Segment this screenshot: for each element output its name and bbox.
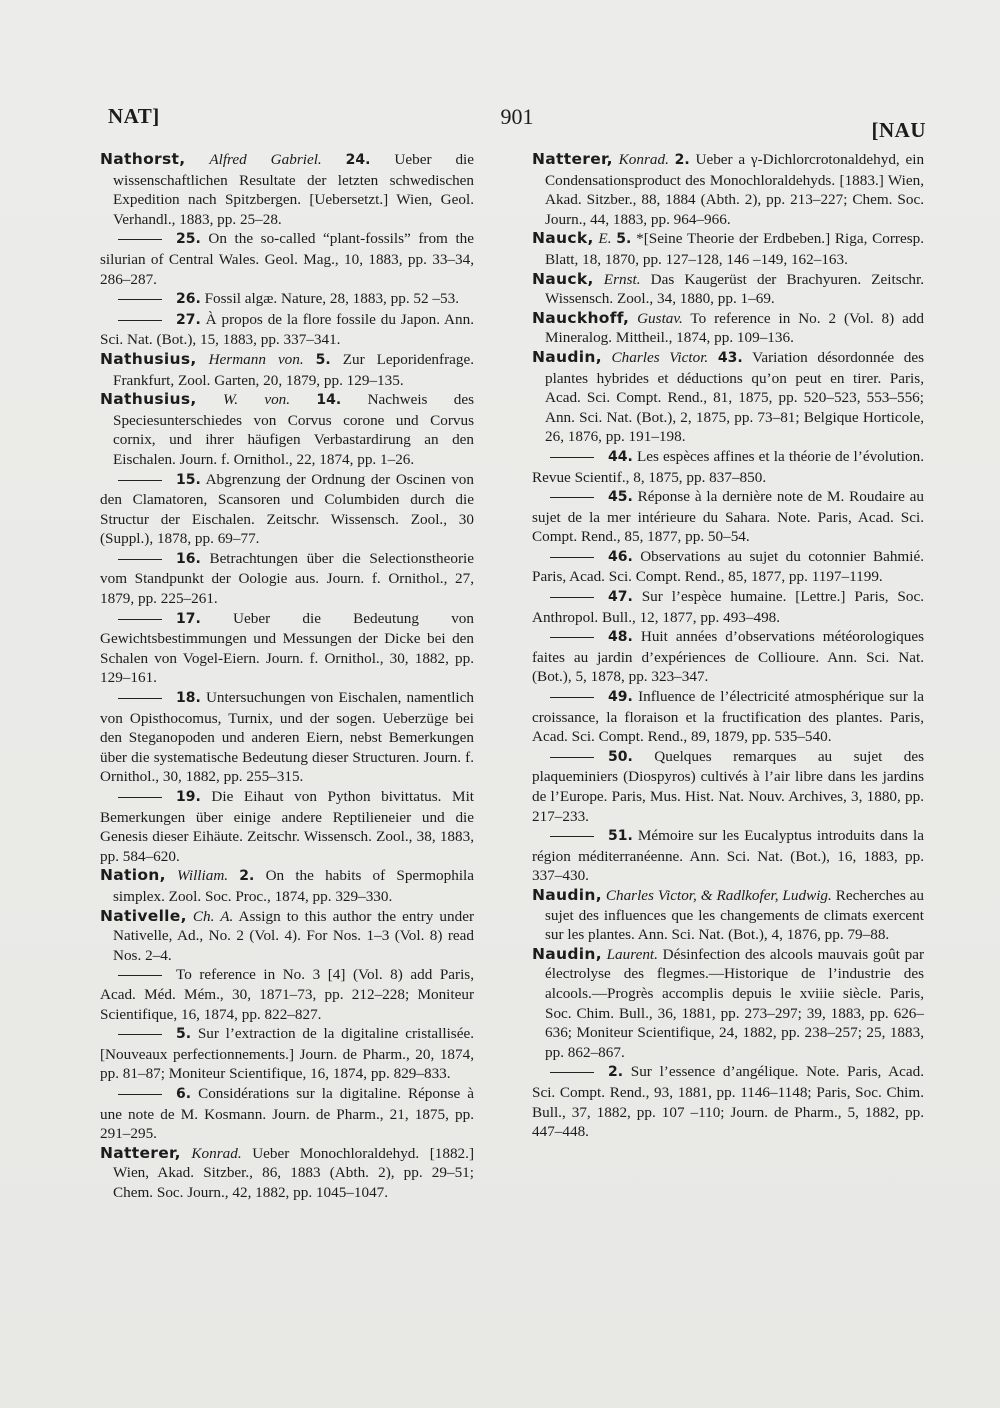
ditto-rule [550,637,594,638]
entry-text: Ueber die wissenschaftlichen Resultate der letzten schwedischen Expedition nach Spitzbergen. [Uebersetzt.] Wien, Geol. Verhandl., 1883, pp. 25–28. [113,151,474,228]
ditto-rule [550,697,594,698]
entry-text: Untersuchungen von Eischalen, namentlich von Opisthocomus, Turnix, und der sogen. Ueberzüge bei den Steganopoden und anderen Eiern, nebst Bemerkungen über die systematische Bedeutung dieser Structuren. Journ. f. Ornithol., 30, 1882, pp. 255–315. [100,689,474,786]
entry-text: Sur l’extraction de la digitaline cristallisée. [Nouveaux perfectionnements.] Journ. de Pharm., 20, 1874, pp. 81–87; Moniteur Scientifique, 16, 1874, pp. 829–833. [100,1025,474,1083]
entry-number: 2. [674,152,690,168]
bibliography-entry [532,309,924,348]
entry-text: Réponse à la dernière note de M. Roudaire au sujet de la mer intérieure du Sahara. Note. Paris, Acad. Sci. Compt. Rend., 85, 1877, pp. 50–54. [532,488,925,546]
ditto-rule [118,559,162,560]
ditto-rule [118,480,162,481]
bibliography-entry [532,747,924,826]
entry-number: 44. [608,448,633,465]
page-header [108,104,926,144]
author-given-name: Gustav. [637,309,683,327]
ditto-rule [118,619,162,620]
entry-number: 16. [176,550,201,567]
bibliography-entry [532,886,924,945]
bibliography-entry [100,688,474,787]
bibliography-entry [100,1024,474,1084]
ditto-rule [118,1034,162,1035]
entry-text: Ueber die Bedeutung von Gewichtsbestimmungen und Messungen der Dicke bei den Schalen von Vogel-Eiern. Journ. f. Ornithol., 30, 1882, pp. 129–161. [100,609,474,687]
entry-number: 25. [176,231,201,248]
bibliography-entry [100,150,474,229]
entry-number: 26. [176,291,201,308]
author-name: Naudin, [532,347,602,366]
ditto-rule [550,497,594,498]
entry-number: 18. [176,690,201,707]
author-name: Nauck, [532,229,594,248]
entry-text: Considérations sur la digitaline. Réponse à une note de M. Kosmann. Journ. de Pharm., 21, 1875, pp. 291–295. [100,1084,474,1143]
author-name: Naudin, [532,885,602,904]
entry-number: 24. [345,152,371,168]
bibliography-entry [532,150,924,229]
bibliography-entry [100,289,474,310]
entry-number: 27. [176,311,201,328]
author-name: Nathusius, [100,349,197,368]
entry-number: 43. [717,349,743,366]
author-given-name: Alfred Gabriel. [209,151,322,168]
entry-text: Das Kaugerüst der Brachyuren. Zeitschr. Wissensch. Zool., 34, 1880, pp. 1–69. [545,270,924,308]
bibliography-entry [532,1062,924,1141]
entry-text: Ueber Monochloraldehyd. [1882.] Wien, Akad. Sitzber., 86, 1883 (Abth. 2), pp. 29–51; Chem. Soc. Journ., 42, 1882, pp. 1045–1047. [113,1144,475,1201]
ditto-rule [118,797,162,798]
bibliography-entry [532,348,924,447]
ditto-rule [118,975,162,976]
entry-number: 5. [616,231,632,248]
ditto-rule [550,557,594,558]
entry-number: 2. [608,1064,624,1081]
bibliography-entry [100,1084,474,1144]
ditto-rule [550,597,594,598]
entry-text: Quelques remarques au sujet des plaqueminiers (Diospyros) cultivés à l’air libre dans les jardins de l’Europe. Paris, Mus. Hist. Nat. Nouv. Archives, 3, 1880, pp. 217–233. [532,747,925,825]
entry-number: 5. [315,351,331,368]
bibliography-entry [100,310,474,350]
ditto-rule [550,757,594,758]
entry-text: To reference in No. 3 [4] (Vol. 8) add Paris, Acad. Méd. Mém., 30, 1871–73, pp. 212–228; Moniteur Scientifique, 16, 1874, pp. 822–827. [100,966,474,1023]
author-given-name: Konrad. [618,151,669,168]
ditto-rule [118,320,162,321]
entry-text: Influence de l’électricité atmosphérique sur la croissance, la floraison et la fructification des plantes. Paris, Acad. Sci. Compt. Rend., 89, 1879, pp. 535–540. [532,688,925,746]
author-given-name: E. [598,230,612,248]
ditto-rule [118,299,162,300]
entry-text: Die Eihaut von Python bivittatus. Mit Bemerkungen über einige andere Reptilieneier und die Genesis dieser Eihäute. Zeitschr. Wissensch. Zool., 38, 1883, pp. 584–620. [100,788,475,865]
ditto-rule [118,698,162,699]
author-given-name: Ch. A. [192,907,234,925]
bibliography-entry [532,627,924,687]
author-name: Nauckhoff, [532,308,630,327]
entry-text: Sur l’espèce humaine. [Lettre.] Paris, Soc. Anthropol. Bull., 12, 1877, pp. 493–498. [532,588,924,626]
author-given-name: Konrad. [191,1144,242,1162]
entry-text: Désinfection des alcools mauvais goût par électrolyse des flegmes.—Historique de l’industrie des alcools.—Progrès accomplis depuis le xviiie siècle. Paris, Soc. Chim. Bull., 36, 1881, pp. 273–297; 39, 1883, pp. 626–636; Moniteur Scientifique, 24, 1882, pp. 238–257; 25, 1883, pp. 862–867. [545,945,925,1061]
bibliography-entry [100,350,474,390]
entry-number: 2. [239,868,255,885]
entry-text: On the habits of Spermophila simplex. Zool. Soc. Proc., 1874, pp. 329–330. [113,867,475,905]
bibliography-entry [532,487,924,547]
bibliography-entry [100,609,474,688]
running-head-left: NAT] [108,104,160,128]
entry-number: 17. [176,610,201,627]
author-given-name: Laurent. [606,945,658,963]
author-name: Naudin, [532,944,602,963]
author-name: Nathusius, [100,390,197,409]
entry-number: 6. [176,1085,192,1102]
author-given-name: Charles Victor. [611,348,709,366]
entry-text: *[Seine Theorie der Erdbeben.] Riga, Corresp. Blatt, 18, 1870, pp. 127–128, 146 –149, 162–163. [545,230,925,268]
bibliography-entry [100,866,474,906]
ditto-rule [550,457,594,458]
author-name: Nathorst, [100,150,186,168]
entry-text: Sur l’essence d’angélique. Note. Paris, Acad. Sci. Compt. Rend., 93, 1881, pp. 1146–1148; Paris, Soc. Chim. Bull., 37, 1882, pp. 107 –110; Journ. de Pharm., 5, 1882, pp. 447–448. [532,1063,924,1141]
entry-text: Observations au sujet du cotonnier Bahmié. Paris, Acad. Sci. Compt. Rend., 85, 1877, pp. 1197–1199. [532,547,924,586]
ditto-rule [550,836,594,837]
bibliography-entry [532,270,924,309]
ditto-rule [118,239,162,240]
bibliography-entry [100,470,474,549]
bibliography-entry [532,229,924,269]
bibliography-entry [532,547,924,587]
entry-text: Mémoire sur les Eucalyptus introduits dans la région méditerranéenne. Ann. Sci. Nat. (Bot.), 16, 1883, pp. 337–430. [532,827,925,885]
running-head-right: [NAU [871,118,926,142]
bibliography-entry [532,826,924,886]
entry-number: 45. [608,489,633,506]
author-name: Natterer, [532,150,613,168]
entry-text: Abgrenzung der Ordnung der Oscinen von den Clamatoren, Scansoren und Columbiden durch die Structur der Eischalen. Zeitschr. Wissensch. Zool., 30 (Suppl.), 1878, pp. 69–77. [100,470,474,548]
author-name: Nauck, [532,269,594,288]
bibliography-entry [100,1144,474,1203]
bibliography-entry [532,687,924,747]
entry-text: À propos de la flore fossile du Japon. Ann. Sci. Nat. (Bot.), 15, 1883, pp. 337–341. [100,310,474,349]
entry-text: Variation désordonnée des plantes hybrides et déductions qu’on peut en tirer. Paris, Acad. Sci. Compt. Rend., 81, 1875, pp. 520–523, 553–556; Ann. Sci. Nat. (Bot.), 2, 1875, pp. 73–81; Belgique Horticole, 26, 1876, pp. 191–198. [545,348,925,446]
entry-text: To reference in No. 2 (Vol. 8) add Mineralog. Mittheil., 1874, pp. 109–136. [545,309,924,347]
page-number: 901 [500,104,534,129]
entry-text: Assign to this author the entry under Nativelle, Ad., No. 2 (Vol. 4). For Nos. 1–3 (Vol. 8) read Nos. 2–4. [113,907,474,964]
author-given-name: W. von. [222,391,291,409]
entry-text: Les espèces affines et la théorie de l’évolution. Revue Scientif., 8, 1875, pp. 837–850. [532,447,925,486]
entry-text: Betrachtungen über die Selectionstheorie vom Standpunkt der Oologie aus. Journ. f. Ornithol., 27, 1879, pp. 225–261. [100,549,474,608]
bibliography-entry [532,447,924,487]
bibliography-entry [100,229,474,289]
author-given-name: Charles Victor, & Radlkofer, Ludwig. [605,886,832,904]
entry-text: On the so-called “plant-fossils” from the silurian of Central Wales. Geol. Mag., 10, 1883, pp. 33–34, 286–287. [100,230,474,288]
entry-number: 14. [316,392,342,409]
author-name: Nativelle, [100,906,187,925]
entry-number: 47. [608,589,633,606]
author-given-name: William. [177,867,229,885]
author-given-name: Hermann von. [208,350,304,368]
entry-text: Zur Leporidenfrage. Frankfurt, Zool. Garten, 20, 1879, pp. 129–135. [113,350,475,389]
entry-number: 51. [608,828,633,845]
entry-text: Fossil algæ. Nature, 28, 1883, pp. 52 –53. [204,290,459,308]
bibliography-entry [532,945,924,1063]
author-name: Natterer, [100,1143,181,1162]
entry-number: 5. [176,1026,192,1043]
left-column [100,150,474,1202]
bibliography-entry [532,587,924,627]
entry-text: Recherches au sujet des influences que les changements de climats exercent sur les plantes. Ann. Sci. Nat. (Bot.), 4, 1876, pp. 79–88. [545,886,925,944]
bibliography-entry [100,390,474,469]
entry-number: 46. [608,548,633,565]
author-name: Nation, [100,866,166,885]
author-given-name: Ernst. [603,270,641,288]
entry-number: 49. [608,689,633,706]
entry-number: 50. [608,748,633,765]
bibliography-entry [100,549,474,609]
right-column [532,150,924,1142]
entry-text: Ueber a γ-Dichlorcrotonaldehyd, ein Condensationsproduct des Monochloraldehyds. [1883.] Wien, Akad. Sitzber., 88, 1884 (Abth. 2), pp. 213–227; Chem. Soc. Journ., 44, 1883, pp. 964–966. [545,151,925,228]
ditto-rule [118,1094,162,1095]
bibliography-entry [100,787,474,866]
bibliography-entry [100,907,474,966]
entry-text: Nachweis des Speciesunterschiedes von Corvus corone und Corvus cornix, und ihrer häufigen Verbastardirung an den Eischalen. Journ. f. Ornithol., 22, 1874, pp. 1–26. [113,391,475,468]
entry-number: 19. [176,789,201,805]
entry-number: 48. [608,629,633,646]
entry-text: Huit années d’observations météorologiques faites au jardin d’expériences de Collioure. Ann. Sci. Nat. (Bot.), 5, 1878, pp. 323–347. [532,628,925,686]
bibliography-entry [100,965,474,1024]
entry-number: 15. [176,471,201,488]
ditto-rule [550,1072,594,1073]
